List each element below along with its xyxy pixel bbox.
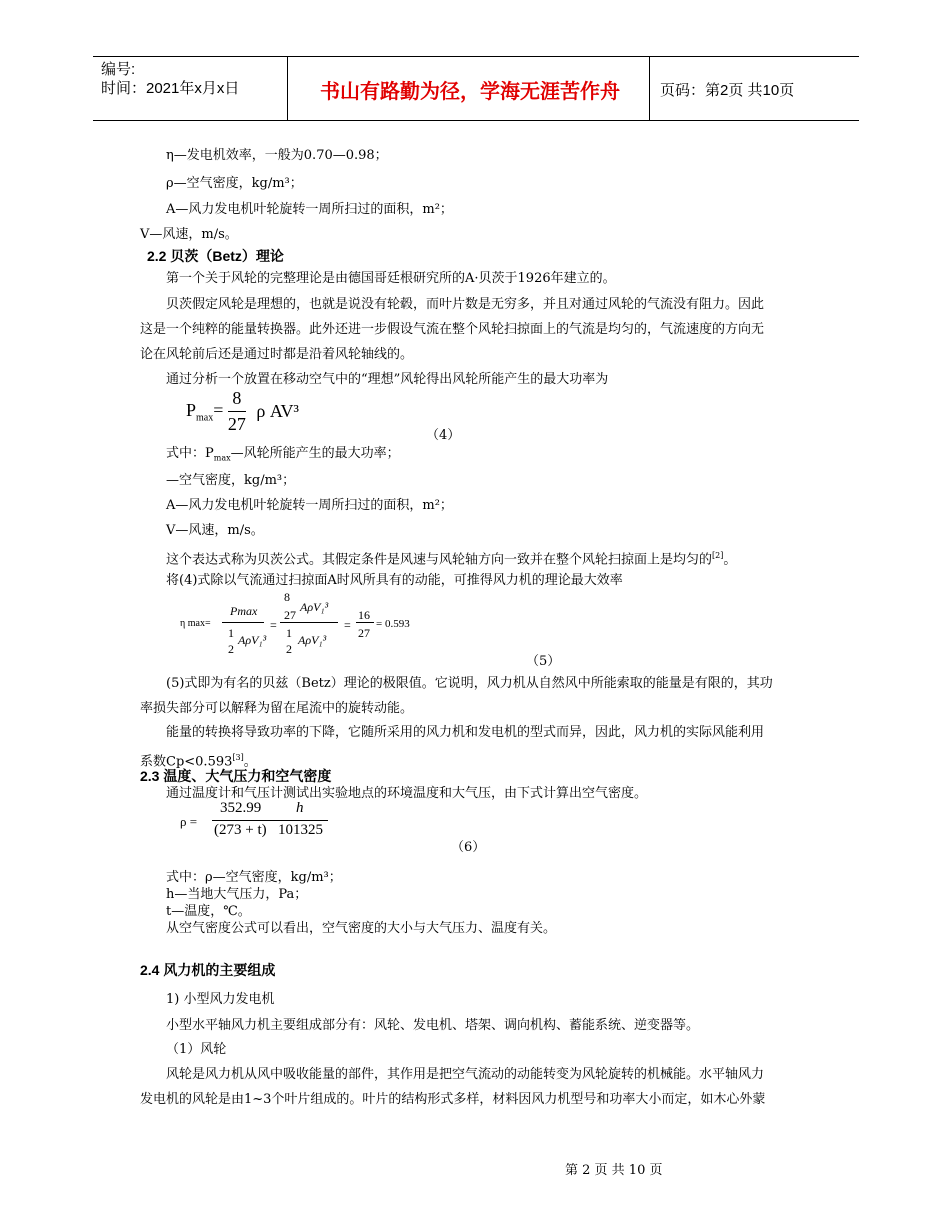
- eq5-value: = 0.593: [376, 618, 410, 630]
- def-efficiency: η—发电机效率，一般为0.70—0.98；: [166, 148, 388, 163]
- eq6-num2: h: [296, 800, 304, 816]
- s22-para-6-line-1: (5)式即为有名的贝兹（Betz）理论的极限值。它说明，风力机从自然风中所能索取的能量是有限的，其功: [166, 676, 773, 691]
- eq5-number: （5）: [526, 654, 561, 669]
- header-divider-right: [649, 56, 650, 120]
- s22-para-4: 这个表达式称为贝茨公式。其假定条件是风速与风轮轴方向一致并在整个风轮扫掠面上是均匀的[2]。: [166, 551, 737, 568]
- s22-para-1: 第一个关于风轮的完整理论是由德国哥廷根研究所的A·贝茨于1926年建立的。: [166, 271, 616, 286]
- s23-para-2: 从空气密度公式可以看出，空气密度的大小与大气压力、温度有关。: [166, 921, 557, 936]
- s24-line-4: 风轮是风力机从风中吸收能量的部件，其作用是把空气流动的动能转变为风轮旋转的机械能。水平轴风力: [166, 1067, 765, 1082]
- s22-where-windspeed: V—风速，m/s。: [166, 523, 264, 538]
- eq6-number: （6）: [451, 840, 486, 855]
- s22-para-2-line-1: 贝茨假定风轮是理想的，也就是说没有轮毂，而叶片数是无穷多，并且对通过风轮的气流没有阻力。因此: [166, 297, 765, 312]
- eq6-den2: 101325: [278, 822, 323, 838]
- s22-para-3: 通过分析一个放置在移动空气中的“理想”风轮得出风轮所能产生的最大功率为: [166, 372, 609, 387]
- section-2-2-heading: 2.2 贝茨（Betz）理论: [147, 248, 284, 264]
- eq6-num1: 352.99: [220, 800, 262, 816]
- s22-para-2-line-3: 论在风轮前后还是通过时都是沿着风轮轴线的。: [140, 347, 414, 362]
- s22-where-density: —空气密度，kg/m³；: [166, 473, 296, 488]
- eq5-av: AρV₁³: [238, 633, 267, 647]
- s23-where-density: 式中：ρ—空气密度，kg/m³；: [166, 870, 342, 885]
- eq5-pmax: Pmax: [230, 604, 258, 618]
- equation-6: [180, 800, 380, 846]
- eq6-lhs: ρ =: [180, 814, 198, 829]
- eq4-denominator: 27: [227, 414, 246, 434]
- eq5-lhs: η max=: [180, 618, 211, 629]
- header-top-rule: [93, 56, 859, 57]
- s23-where-temp: t—温度，℃。: [166, 904, 251, 919]
- eq5-apv-den: AρV₁³: [298, 633, 327, 647]
- s22-where-pmax: 式中：$P_{max}—$风轮所能产生的最大功率；: [166, 446, 400, 463]
- def-area: A—风力发电机叶轮旋转一周所扫过的面积，m²；: [166, 202, 453, 217]
- s24-line-5: 发电机的风轮是由1~3个叶片组成的。叶片的结构形式多样，材料因风力机型号和功率大小而定，如木心外蒙: [140, 1092, 766, 1107]
- eq5-apv-num: AρV₁³: [300, 600, 329, 614]
- s22-para-5: 将(4)式除以气流通过扫掠面A时风所具有的动能，可推得风力机的理论最大效率: [166, 573, 623, 588]
- eq5-half-den: 2: [228, 642, 234, 656]
- eq5-eight: 8: [284, 590, 290, 604]
- eq4-number: （4）: [426, 428, 461, 443]
- s24-line-2: 小型水平轴风力机主要组成部分有：风轮、发电机、塔架、调向机构、蓄能系统、逆变器等。: [166, 1018, 700, 1033]
- def-density: ρ—空气密度，kg/m³；: [166, 176, 303, 191]
- page-footer: 第 2 页 共 10 页: [565, 1163, 663, 1178]
- s22-para-7-line-2: 系数Cp<0.593[3]。: [140, 753, 257, 770]
- s22-para-6-line-2: 率损失部分可以解释为留在尾流中的旋转动能。: [140, 701, 414, 716]
- section-2-3-heading: 2.3 温度、大气压力和空气密度: [140, 768, 332, 784]
- s24-item-1: 1) 小型风力发电机: [166, 992, 275, 1007]
- def-windspeed: V—风速，m/s。: [140, 227, 238, 242]
- header-divider-left: [287, 56, 288, 120]
- eq4-numerator: 8: [232, 388, 242, 408]
- doc-number-label: 编号:: [101, 61, 136, 78]
- s23-where-pressure: h—当地大气压力，Pa；: [166, 887, 308, 902]
- eq5-twentyseven: 27: [284, 608, 296, 622]
- page-info: 页码：第2页 共10页: [660, 82, 795, 99]
- eq5-half-num-2: 1: [286, 626, 292, 640]
- s22-para-7-line-1: 能量的转换将导致功率的下降，它随所采用的风力机和发电机的型式而异，因此，风力机的实际风能利用: [166, 725, 765, 740]
- eq4-sub: max: [196, 412, 214, 424]
- doc-time-label: 时间：2021年x月x日: [101, 80, 240, 97]
- eq5-sixteen: 16: [358, 608, 370, 622]
- eq4-rhs: ρ AV³: [256, 401, 299, 421]
- eq6-den1: (273 + t): [214, 822, 267, 838]
- equation-4: $P_{max}=$ $\frac{8}{27}$ ρ AV³: [186, 388, 299, 434]
- s23-para-1: 通过温度计和气压计测试出实验地点的环境温度和大气压，由下式计算出空气密度。: [166, 786, 648, 801]
- s24-subitem-rotor: （1）风轮: [166, 1042, 227, 1057]
- section-2-4-heading: 2.4 风力机的主要组成: [140, 962, 276, 978]
- eq4-p: P: [186, 399, 197, 420]
- s22-where-area: A—风力发电机叶轮旋转一周所扫过的面积，m²；: [166, 498, 453, 513]
- eq5-half-num: 1: [228, 626, 234, 640]
- s22-para-2-line-2: 这是一个纯粹的能量转换器。此外还进一步假设气流在整个风轮扫掠面上的气流是均匀的，气流速度的方向无: [140, 322, 765, 337]
- header-motto: 书山有路勤为径，学海无涯苦作舟: [320, 79, 620, 103]
- eq5-half-den-2: 2: [286, 642, 292, 656]
- header-bottom-rule: [93, 120, 859, 121]
- eq5-twentyseven-b: 27: [358, 626, 370, 640]
